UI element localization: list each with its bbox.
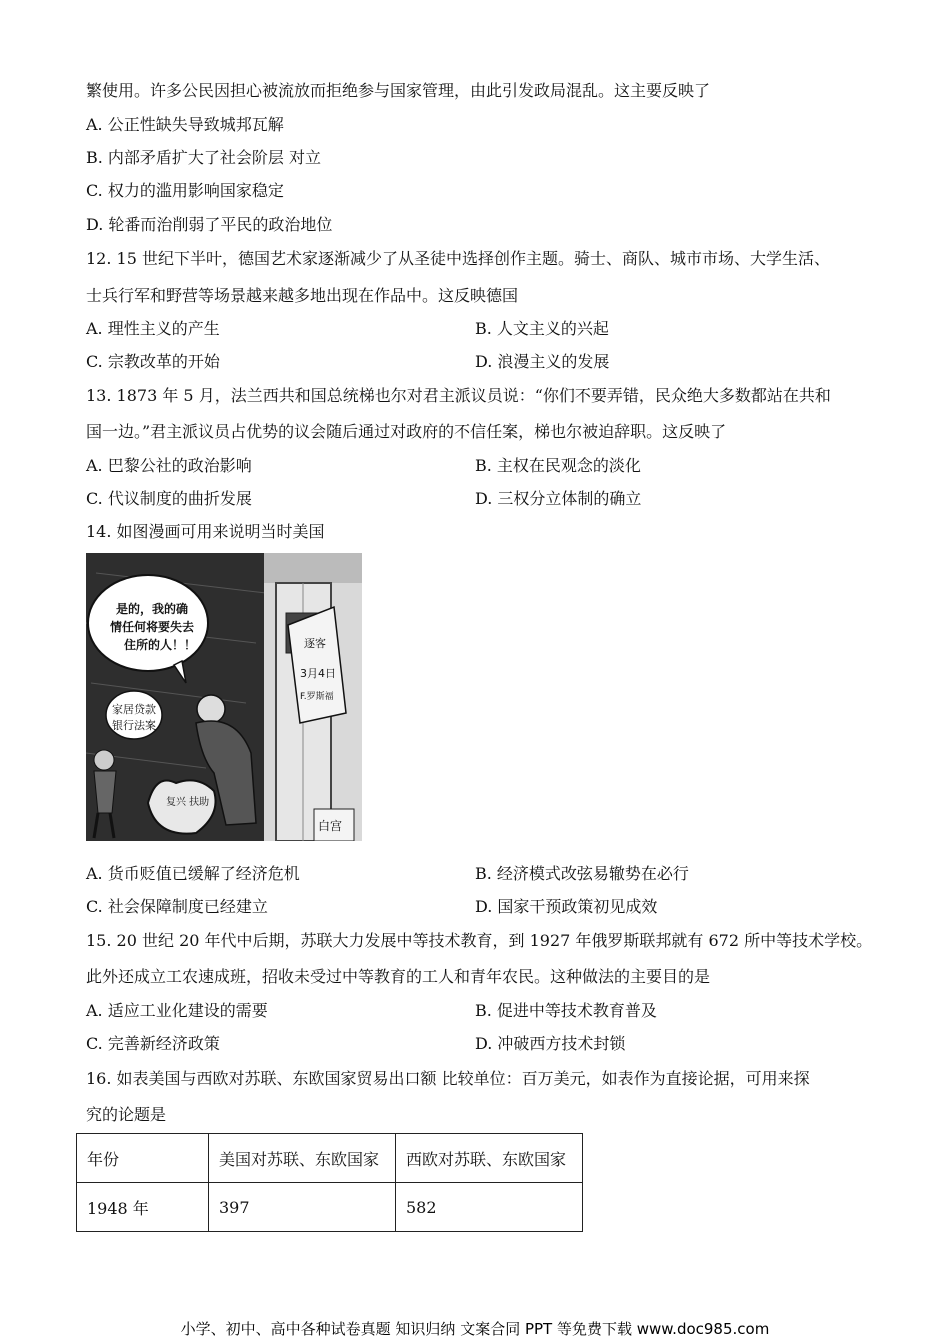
q15-option-b: B. 促进中等技术教育普及	[475, 1001, 657, 1020]
table-row	[77, 1183, 583, 1232]
cartoon-sign-text: 逐客 3月4日 F.罗斯福	[300, 637, 336, 702]
cartoon-bag-text: 复兴 扶助	[166, 797, 210, 808]
trade-table	[76, 1133, 583, 1232]
table-cell-us: 397	[209, 1183, 396, 1232]
q14-stem: 14. 如图漫画可用来说明当时美国	[86, 522, 325, 541]
q14-option-d: D. 国家干预政策初见成效	[475, 897, 658, 916]
q16-stem-line2: 究的论题是	[86, 1105, 167, 1124]
q13-option-b: B. 主权在民观念的淡化	[475, 456, 641, 475]
q12-option-d: D. 浪漫主义的发展	[475, 352, 610, 371]
q16-stem-line1: 16. 如表美国与西欧对苏联、东欧国家贸易出口额 比较单位：百万美元，如表作为直接论据，可用来探	[86, 1069, 810, 1088]
table-header-us: 美国对苏联、东欧国家	[209, 1134, 396, 1183]
cartoon-drawing	[86, 553, 362, 841]
q12-stem-line2: 士兵行军和野营等场景越来越多地出现在作品中。这反映德国	[86, 286, 519, 305]
q14-option-b: B. 经济模式改弦易辙势在必行	[475, 864, 689, 883]
q15-option-a: A. 适应工业化建设的需要	[86, 1001, 268, 1020]
q15-stem-line1: 15. 20 世纪 20 年代中后期，苏联大力发展中等技术教育，到 1927 年俄罗斯联邦就有 672 所中等技术学校。	[86, 931, 873, 950]
q12-option-a: A. 理性主义的产生	[86, 319, 220, 338]
table-cell-year: 1948 年	[77, 1183, 209, 1232]
q14-option-a: A. 货币贬值已缓解了经济危机	[86, 864, 300, 883]
cartoon-image	[86, 553, 362, 841]
q15-stem-line2: 此外还成立工农速成班，招收未受过中等教育的工人和青年农民。这种做法的主要目的是	[86, 967, 711, 986]
q13-option-c: C. 代议制度的曲折发展	[86, 489, 252, 508]
page-footer: 小学、初中、高中各种试卷真题 知识归纳 文案合同 PPT 等免费下载 www.doc985.com	[180, 1320, 770, 1338]
q13-option-d: D. 三权分立体制的确立	[475, 489, 642, 508]
q11-option-a: A. 公正性缺失导致城邦瓦解	[86, 115, 284, 134]
q15-option-c: C. 完善新经济政策	[86, 1034, 220, 1053]
q14-option-c: C. 社会保障制度已经建立	[86, 897, 268, 916]
cartoon-thought-text: 家居贷款 银行法案	[112, 703, 156, 732]
table-header-row	[77, 1134, 583, 1183]
q12-option-c: C. 宗教改革的开始	[86, 352, 220, 371]
table-header-year: 年份	[77, 1134, 209, 1183]
table-cell-we: 582	[396, 1183, 583, 1232]
intro-line: 繁使用。许多公民因担心被流放而拒绝参与国家管理，由此引发政局混乱。这主要反映了	[86, 81, 711, 100]
q11-option-c: C. 权力的滥用影响国家稳定	[86, 181, 284, 200]
q12-stem-line1: 12. 15 世纪下半叶，德国艺术家逐渐减少了从圣徒中选择创作主题。骑士、商队、城市市场、大学生活、	[86, 249, 830, 268]
table-header-we: 西欧对苏联、东欧国家	[396, 1134, 583, 1183]
q12-option-b: B. 人文主义的兴起	[475, 319, 609, 338]
q13-stem-line2: 国一边。”君主派议员占优势的议会随后通过对政府的不信任案，梯也尔被迫辞职。这反映了	[86, 422, 727, 441]
q11-option-b: B. 内部矛盾扩大了社会阶层 对立	[86, 148, 322, 167]
q15-option-d: D. 冲破西方技术封锁	[475, 1034, 626, 1053]
q11-option-d: D. 轮番而治削弱了平民的政治地位	[86, 215, 333, 234]
cartoon-speech-text: 是的，我的确 情任何将要失去 住所的人！！	[110, 602, 197, 652]
cartoon-whitehouse-text: 白宫	[318, 819, 343, 833]
q13-stem-line1: 13. 1873 年 5 月，法兰西共和国总统梯也尔对君主派议员说：“你们不要弄错，民众绝大多数都站在共和	[86, 386, 831, 405]
q13-option-a: A. 巴黎公社的政治影响	[86, 456, 252, 475]
